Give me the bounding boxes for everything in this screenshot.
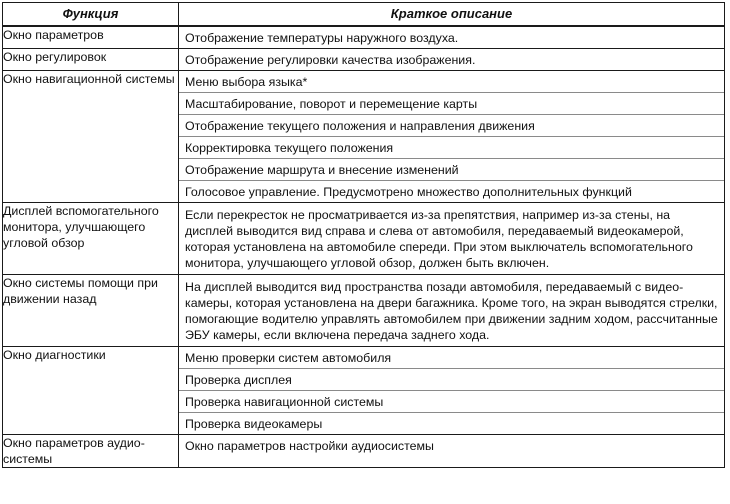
table-row: [3, 71, 725, 203]
description-line: Окно параметров настройки аудиосистемы: [185, 439, 434, 453]
function-cell: Окно диагностики: [3, 347, 179, 435]
function-cell: Дисплей вспомогательного монитора, улучшающего угловой обзор: [3, 203, 179, 275]
header-row: [3, 3, 725, 27]
description-line: Меню выбора языка*: [185, 75, 308, 89]
table-row: [3, 347, 725, 435]
function-cell: Окно регулировок: [3, 49, 179, 71]
description-line: Отображение текущего положения и направления движения: [179, 114, 724, 136]
description-line: Масштабирование, поворот и перемещение карты: [179, 92, 724, 114]
description-cell: [179, 275, 725, 347]
header-function: Функция: [3, 3, 179, 27]
description-cell: [179, 347, 725, 435]
function-cell: Окно навигационной системы: [3, 71, 179, 203]
description-line: Проверка навигационной системы: [179, 390, 724, 412]
table-row: [3, 26, 725, 49]
table-row: [3, 203, 725, 275]
description-line: Голосовое управление. Предусмотрено множество дополнительных функций: [179, 180, 724, 202]
description-line: Корректировка текущего положения: [179, 136, 724, 158]
description-cell: [179, 435, 725, 468]
description-line: Отображение температуры наружного воздуха.: [185, 31, 459, 45]
function-cell: Окно системы помощи при движении назад: [3, 275, 179, 347]
table-row: [3, 435, 725, 468]
header-description: Краткое описание: [179, 3, 725, 27]
function-cell: Окно параметров аудиосистемы: [3, 435, 179, 468]
description-line: Отображение регулировки качества изображения.: [185, 53, 476, 67]
description-line: Проверка видеокамеры: [179, 412, 724, 434]
description-cell: [179, 71, 725, 203]
table-header: [3, 3, 725, 27]
function-table: [2, 2, 725, 468]
table-row: [3, 275, 725, 347]
description-paragraph: Если перекресток не просматривается из-за препятствия, например из-за стены, на дисплей выводится вид справа и слева от автомобиля, передаваемый видеокамерой, которая установлена на автомобиле спереди. При этом выключатель вспомогательного монитора, улучшающего угловой обзор, должен быть включен.: [185, 208, 693, 270]
description-paragraph: На дисплей выводится вид пространства позади автомобиля, передаваемый с видеокамеры, которая установлена на двери багажника. Кроме того, на экран выводятся стрелки, помогающие водителю управлять автомобилем при движении задним ходом, рассчитанные ЭБУ камеры, если включена передача заднего хода.: [185, 280, 718, 342]
table-row: [3, 49, 725, 71]
description-cell: [179, 26, 725, 49]
function-cell: Окно параметров: [3, 26, 179, 49]
description-cell: [179, 203, 725, 275]
description-line: Проверка дисплея: [179, 368, 724, 390]
description-line: Отображение маршрута и внесение изменений: [179, 158, 724, 180]
description-line: Меню проверки систем автомобиля: [185, 351, 392, 365]
description-cell: [179, 49, 725, 71]
